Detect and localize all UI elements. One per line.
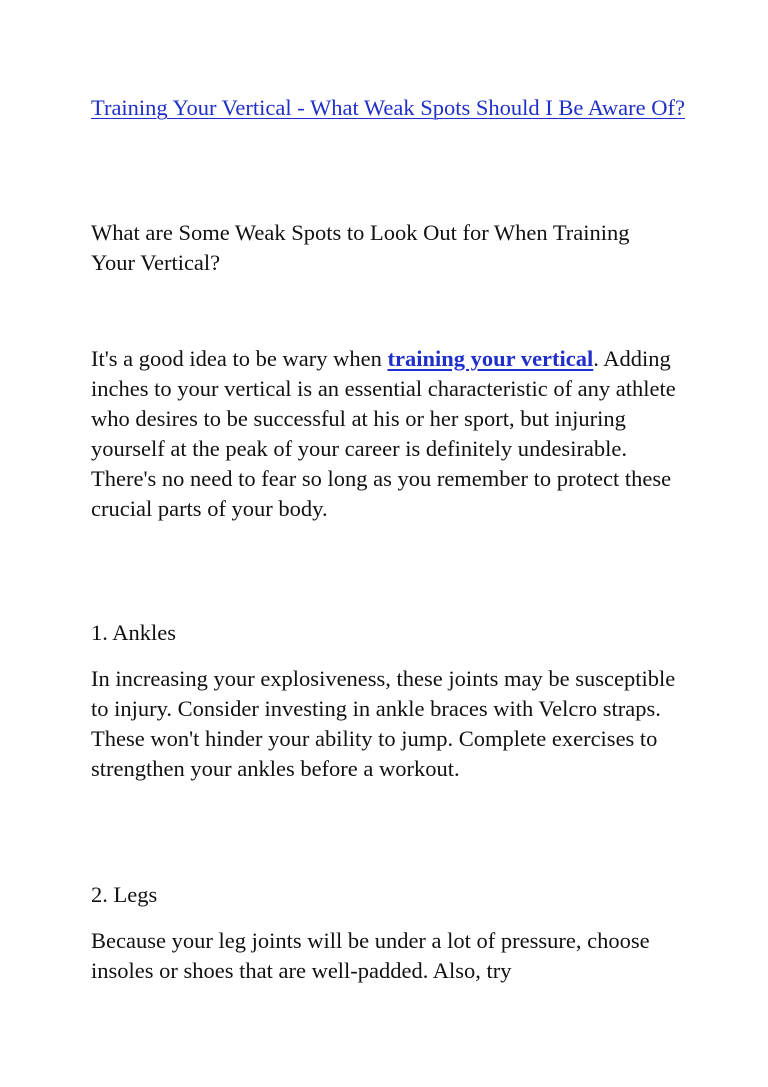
intro-text-after-link: . Adding inches to your vertical is an essential characteristic of any athlete who desires to be successful at his or her sport, but injuring yourself at the peak of your career is definitely undesirable. There's no need to fear so long as you remember to protect these crucial parts of your body. [91,346,676,521]
training-your-vertical-link[interactable]: training your vertical [387,346,594,371]
intro-text-before-link: It's a good idea to be wary when [91,346,388,371]
document-page [91,92,691,983]
section-body-legs: Because your leg joints will be under a lot of pressure, choose insoles or shoes that are well-padded. Also, try [91,928,650,983]
section-body-ankles: In increasing your explosiveness, these joints may be susceptible to injury. Consider investing in ankle braces with Velcro straps. These won't hinder your ability to jump. Complete exercises to strengthen your ankles before a workout. [91,666,676,781]
section-heading-ankles: 1. Ankles [91,620,177,645]
document-title-link[interactable]: Training Your Vertical - What Weak Spots Should I Be Aware Of? [91,95,685,120]
subtitle-heading: What are Some Weak Spots to Look Out for When Training Your Vertical? [91,220,630,275]
section-heading-legs: 2. Legs [91,882,158,907]
intro-paragraph [91,344,691,524]
